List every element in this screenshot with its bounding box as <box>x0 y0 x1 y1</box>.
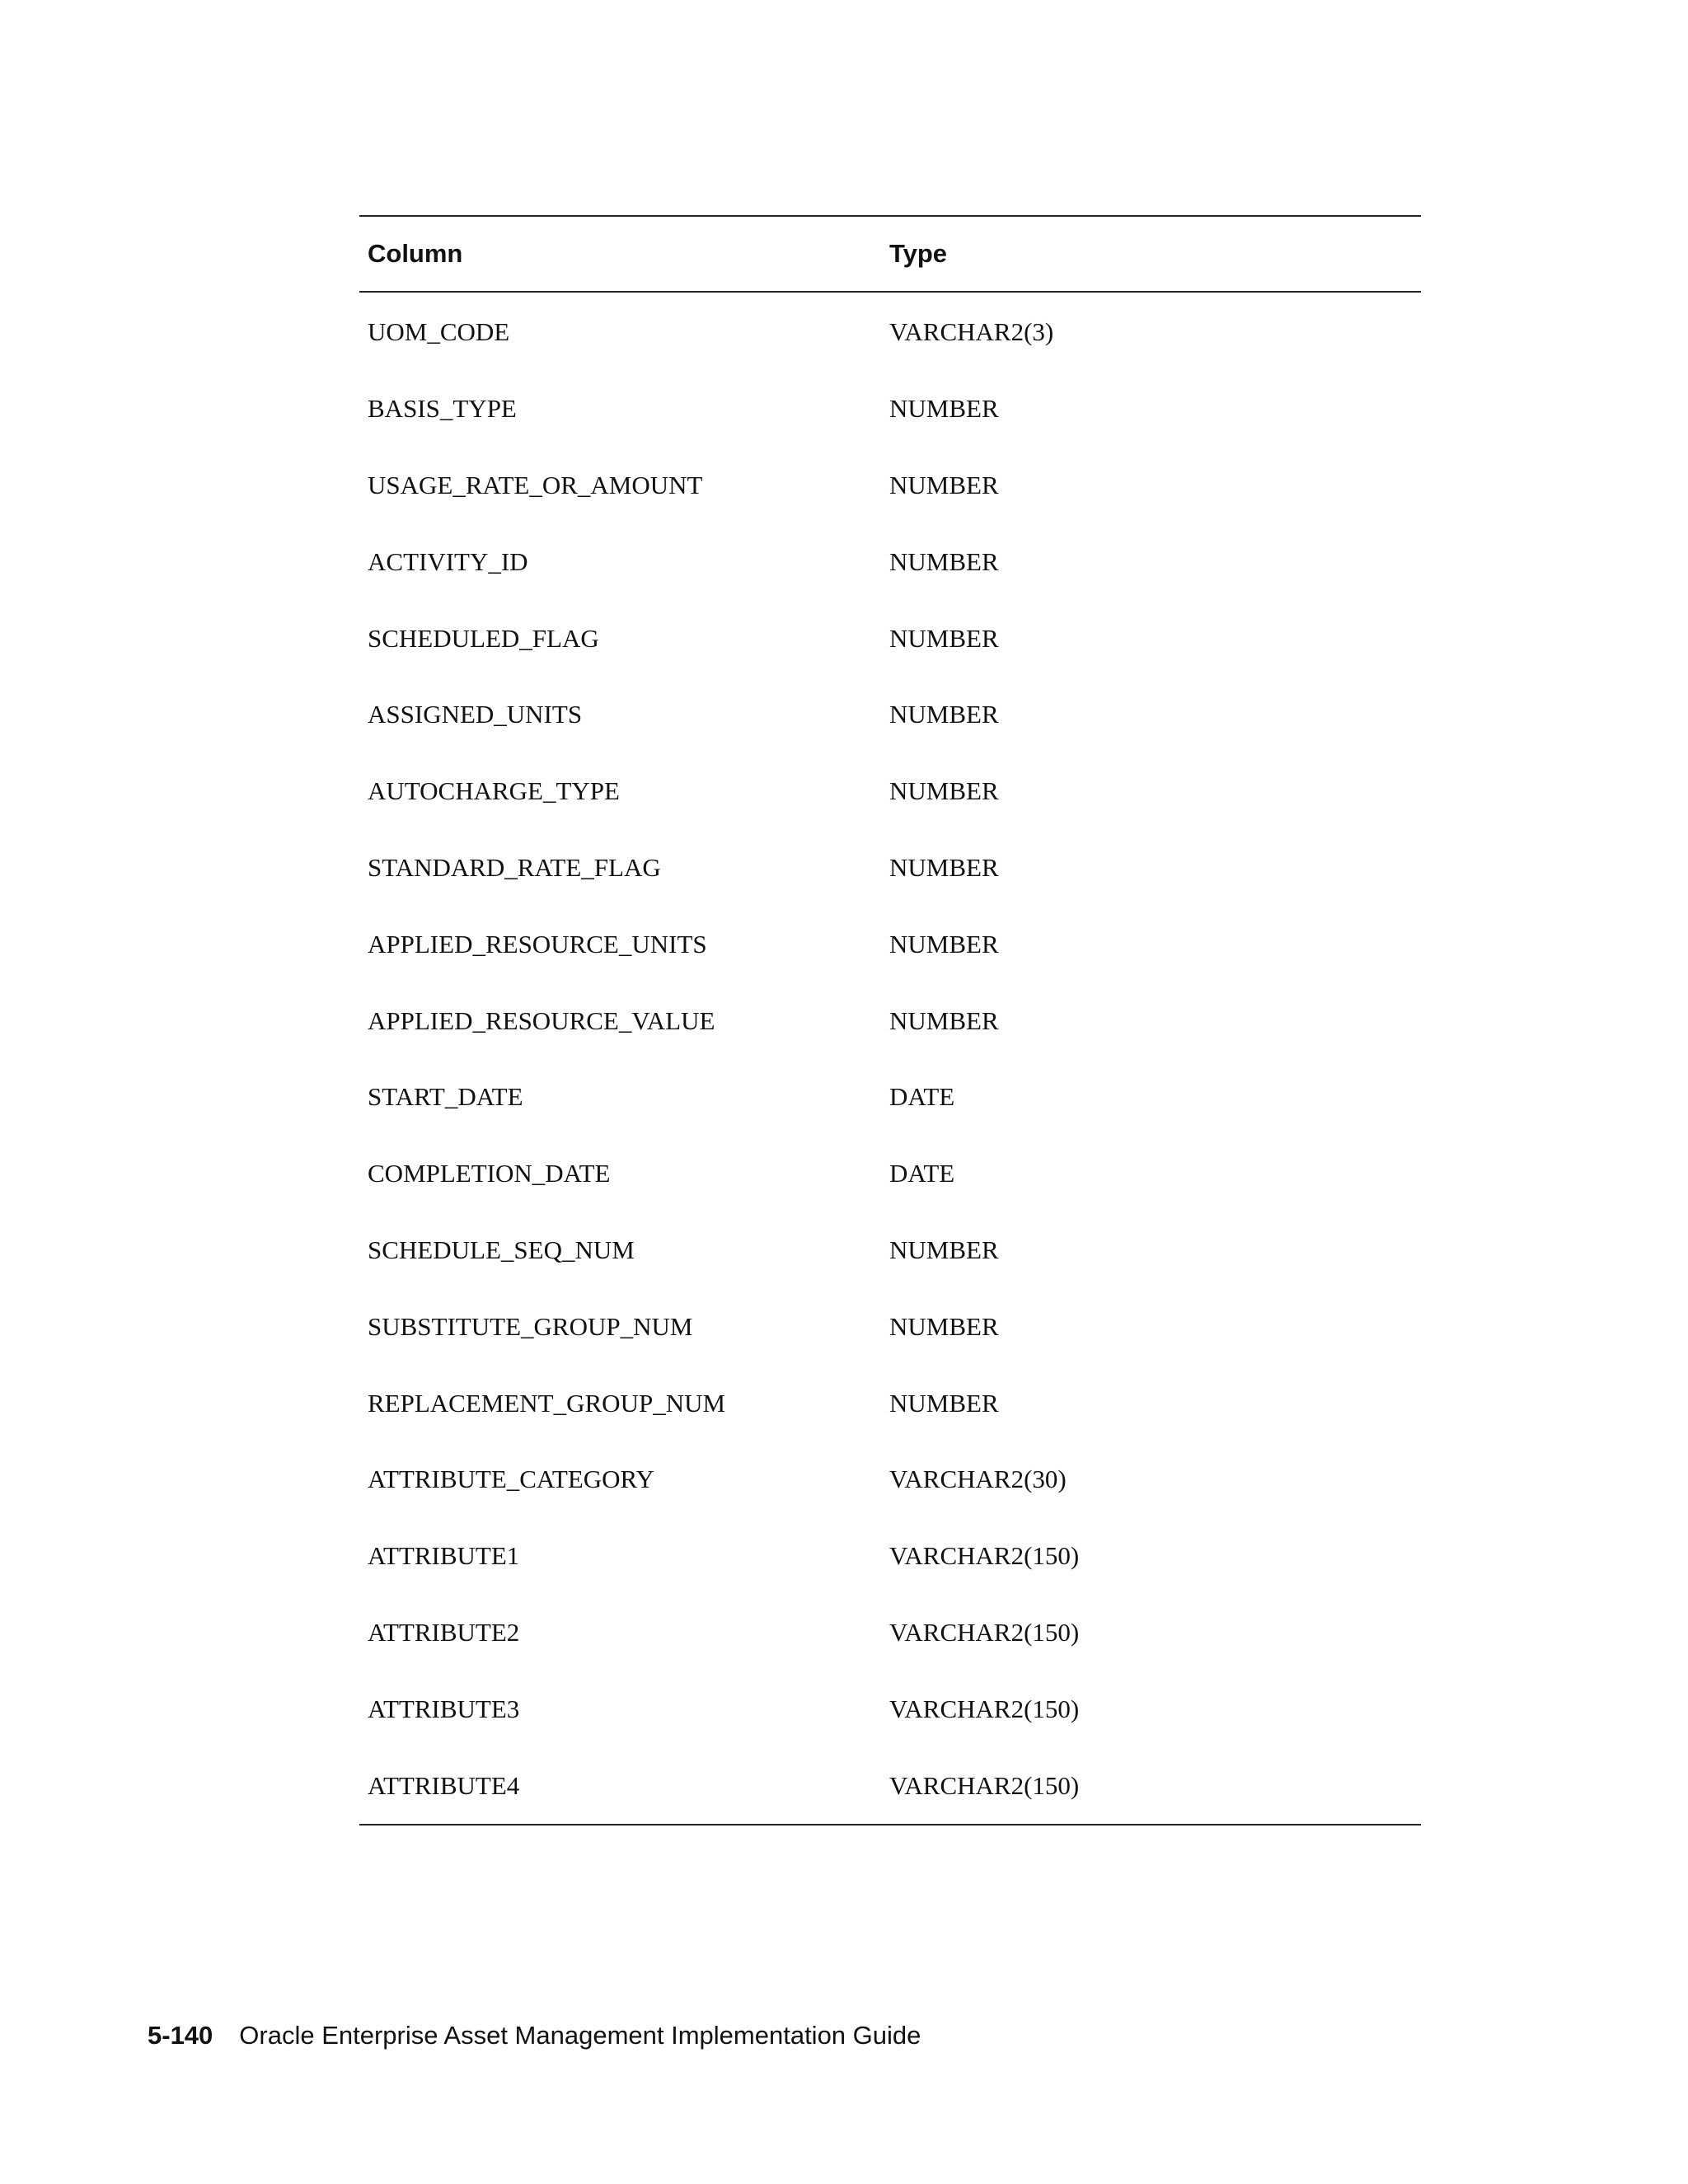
column-header: Column <box>368 239 463 268</box>
table-header-row <box>359 217 1421 291</box>
table-row <box>359 1441 1421 1518</box>
column-type-cell: NUMBER <box>889 470 999 499</box>
table-row <box>359 1595 1421 1671</box>
column-type-cell: NUMBER <box>889 852 999 882</box>
column-name-cell: ATTRIBUTE3 <box>368 1694 520 1723</box>
table-row <box>359 982 1421 1059</box>
table-row <box>359 1671 1421 1747</box>
column-type-table <box>359 215 1421 1825</box>
column-type-cell: NUMBER <box>889 700 999 729</box>
column-type-cell: NUMBER <box>889 1235 999 1264</box>
column-name-cell: ATTRIBUTE_CATEGORY <box>368 1465 654 1494</box>
table-row <box>359 1212 1421 1289</box>
table-row <box>359 753 1421 830</box>
table-row <box>359 371 1421 448</box>
table-row <box>359 1136 1421 1212</box>
column-type-cell: VARCHAR2(150) <box>889 1541 1080 1571</box>
column-name-cell: BASIS_TYPE <box>368 394 517 424</box>
column-name-cell: APPLIED_RESOURCE_UNITS <box>368 929 707 958</box>
column-type-cell: VARCHAR2(3) <box>889 317 1054 347</box>
column-type-cell: NUMBER <box>889 776 999 806</box>
column-name-cell: AUTOCHARGE_TYPE <box>368 776 620 806</box>
column-type-cell: NUMBER <box>889 929 999 958</box>
table-row <box>359 906 1421 982</box>
column-type-cell: NUMBER <box>889 546 999 576</box>
column-type-cell: DATE <box>889 1082 955 1112</box>
column-name-cell: ATTRIBUTE1 <box>368 1541 520 1571</box>
column-name-cell: SCHEDULED_FLAG <box>368 623 599 653</box>
column-name-cell: START_DATE <box>368 1082 523 1112</box>
column-name-cell: UOM_CODE <box>368 317 510 347</box>
column-type-cell: NUMBER <box>889 394 999 424</box>
table-row <box>359 448 1421 524</box>
page-number: 5-140 <box>148 2021 213 2050</box>
column-type-cell: DATE <box>889 1159 955 1188</box>
column-name-cell: ATTRIBUTE4 <box>368 1770 520 1800</box>
table-row <box>359 1747 1421 1824</box>
column-name-cell: ACTIVITY_ID <box>368 546 528 576</box>
page-footer <box>148 2021 921 2050</box>
column-name-cell: SUBSTITUTE_GROUP_NUM <box>368 1311 693 1341</box>
table-row <box>359 1518 1421 1595</box>
column-name-cell: ASSIGNED_UNITS <box>368 700 583 729</box>
table-row <box>359 1059 1421 1136</box>
table-row <box>359 677 1421 753</box>
table-body <box>359 293 1421 1824</box>
table-row <box>359 830 1421 907</box>
column-name-cell: COMPLETION_DATE <box>368 1159 611 1188</box>
column-type-cell: NUMBER <box>889 1005 999 1035</box>
table-row <box>359 600 1421 677</box>
column-type-cell: VARCHAR2(30) <box>889 1465 1067 1494</box>
column-name-cell: ATTRIBUTE2 <box>368 1617 520 1647</box>
table-row <box>359 1288 1421 1365</box>
column-name-cell: APPLIED_RESOURCE_VALUE <box>368 1005 715 1035</box>
document-title: Oracle Enterprise Asset Management Implementation Guide <box>239 2021 921 2050</box>
table-bottom-rule <box>359 1824 1421 1825</box>
column-name-cell: STANDARD_RATE_FLAG <box>368 852 661 882</box>
column-name-cell: USAGE_RATE_OR_AMOUNT <box>368 470 703 499</box>
type-header: Type <box>889 239 948 268</box>
column-name-cell: REPLACEMENT_GROUP_NUM <box>368 1388 726 1418</box>
table-row <box>359 294 1421 371</box>
column-type-cell: NUMBER <box>889 1311 999 1341</box>
column-type-cell: VARCHAR2(150) <box>889 1770 1080 1800</box>
table-row <box>359 523 1421 600</box>
column-type-cell: VARCHAR2(150) <box>889 1617 1080 1647</box>
table-row <box>359 1365 1421 1441</box>
column-type-cell: NUMBER <box>889 1388 999 1418</box>
column-type-cell: NUMBER <box>889 623 999 653</box>
column-name-cell: SCHEDULE_SEQ_NUM <box>368 1235 635 1264</box>
column-type-cell: VARCHAR2(150) <box>889 1694 1080 1723</box>
